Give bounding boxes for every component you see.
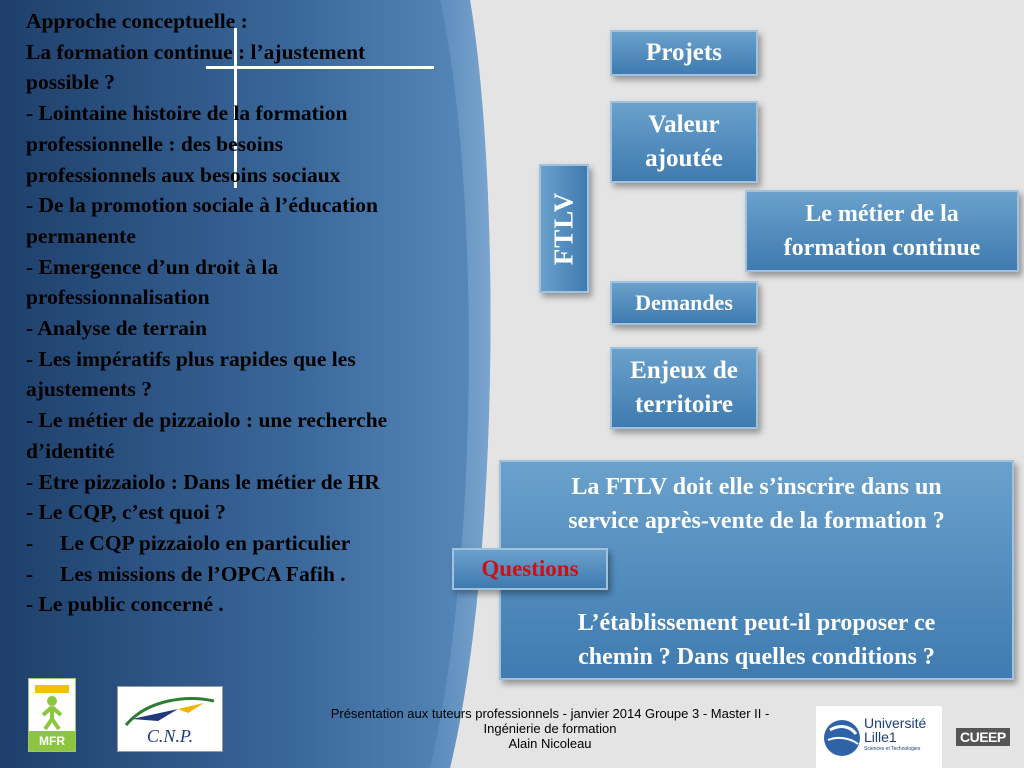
cnp-logo bbox=[117, 686, 223, 752]
agenda-line: ajustements ? bbox=[26, 377, 152, 402]
demandes-box bbox=[610, 281, 758, 325]
projets-label: Projets bbox=[646, 39, 722, 66]
agenda-line: La formation continue : l’ajustement bbox=[26, 39, 366, 64]
agenda-text bbox=[26, 6, 486, 620]
agenda-line: - Emergence d’un droit à la bbox=[26, 254, 279, 279]
metier-label-line1: Le métier de la bbox=[805, 201, 959, 227]
footer-text bbox=[280, 706, 820, 751]
mfr-logo bbox=[28, 678, 76, 752]
agenda-line: - Le métier de pizzaiolo : une recherche bbox=[26, 408, 388, 433]
agenda-line: - De la promotion sociale à l’éducation bbox=[26, 193, 378, 218]
cueep-logo bbox=[946, 722, 1018, 752]
question-2-line1: L’établissement peut-il proposer ce bbox=[577, 610, 936, 636]
questions-label: Questions bbox=[481, 556, 579, 581]
agenda-line: - Analyse de terrain bbox=[26, 316, 207, 341]
agenda-line: - Lointaine histoire de la formation bbox=[26, 101, 348, 126]
cueep-logo-text: CUEEP bbox=[956, 728, 1010, 746]
agenda-line: possible ? bbox=[26, 70, 116, 95]
ftlv-label: FTLV bbox=[548, 191, 579, 266]
agenda-line: professionnels aux besoins sociaux bbox=[26, 162, 341, 187]
mfr-figure-icon bbox=[29, 681, 75, 733]
valeur-ajoutee-box bbox=[610, 101, 758, 183]
enjeux-label-line2: territoire bbox=[634, 391, 734, 418]
agenda-line: Approche conceptuelle : bbox=[26, 9, 248, 33]
question-2-line2: chemin ? Dans quelles conditions ? bbox=[578, 644, 935, 670]
questions-label-box bbox=[452, 548, 608, 590]
agenda-line: - Le CQP, c’est quoi ? bbox=[26, 500, 226, 525]
demandes-label: Demandes bbox=[635, 290, 733, 315]
agenda-line: d’identité bbox=[26, 438, 115, 463]
universite-lille1-logo bbox=[816, 706, 942, 768]
agenda-line: - Le public concerné . bbox=[26, 592, 224, 617]
question-1-line1: La FTLV doit elle s’inscrire dans un bbox=[571, 474, 942, 500]
agenda-line: - Les missions de l’OPCA Fafih . bbox=[26, 561, 346, 586]
ftlv-box bbox=[539, 164, 589, 293]
agenda-line: professionnalisation bbox=[26, 285, 210, 310]
lille-logo-name bbox=[864, 716, 926, 744]
agenda-line: professionnelle : des besoins bbox=[26, 131, 284, 156]
agenda-line: - Le CQP pizzaiolo en particulier bbox=[26, 530, 351, 555]
lille-name-line1: Université bbox=[864, 715, 927, 731]
footer-line1: Présentation aux tuteurs professionnels - janvier 2014 Groupe 3 - Master II - bbox=[330, 706, 770, 721]
agenda-line: permanente bbox=[26, 223, 136, 248]
valeur-label-line2: ajoutée bbox=[645, 145, 723, 172]
lille-globe-icon bbox=[820, 716, 864, 760]
enjeux-label-line1: Enjeux de bbox=[630, 357, 738, 384]
footer-line2: Ingénierie de formation bbox=[483, 721, 617, 736]
mfr-logo-text: MFR bbox=[29, 731, 75, 751]
valeur-label-line1: Valeur bbox=[648, 111, 720, 138]
metier-label-line2: formation continue bbox=[783, 235, 981, 261]
enjeux-territoire-box bbox=[610, 347, 758, 429]
question-1-line2: service après-vente de la formation ? bbox=[568, 508, 945, 534]
footer-line3: Alain Nicoleau bbox=[508, 736, 592, 751]
agenda-line: - Les impératifs plus rapides que les bbox=[26, 346, 356, 371]
lille-name-line2: Lille1 bbox=[864, 729, 897, 745]
metier-formation-box bbox=[745, 190, 1019, 272]
cnp-logo-text: C.N.P. bbox=[146, 726, 194, 746]
lille-logo-subtitle: Sciences et Technologies bbox=[864, 746, 921, 752]
projets-box bbox=[610, 30, 758, 76]
agenda-line: - Etre pizzaiolo : Dans le métier de HR bbox=[26, 469, 380, 494]
